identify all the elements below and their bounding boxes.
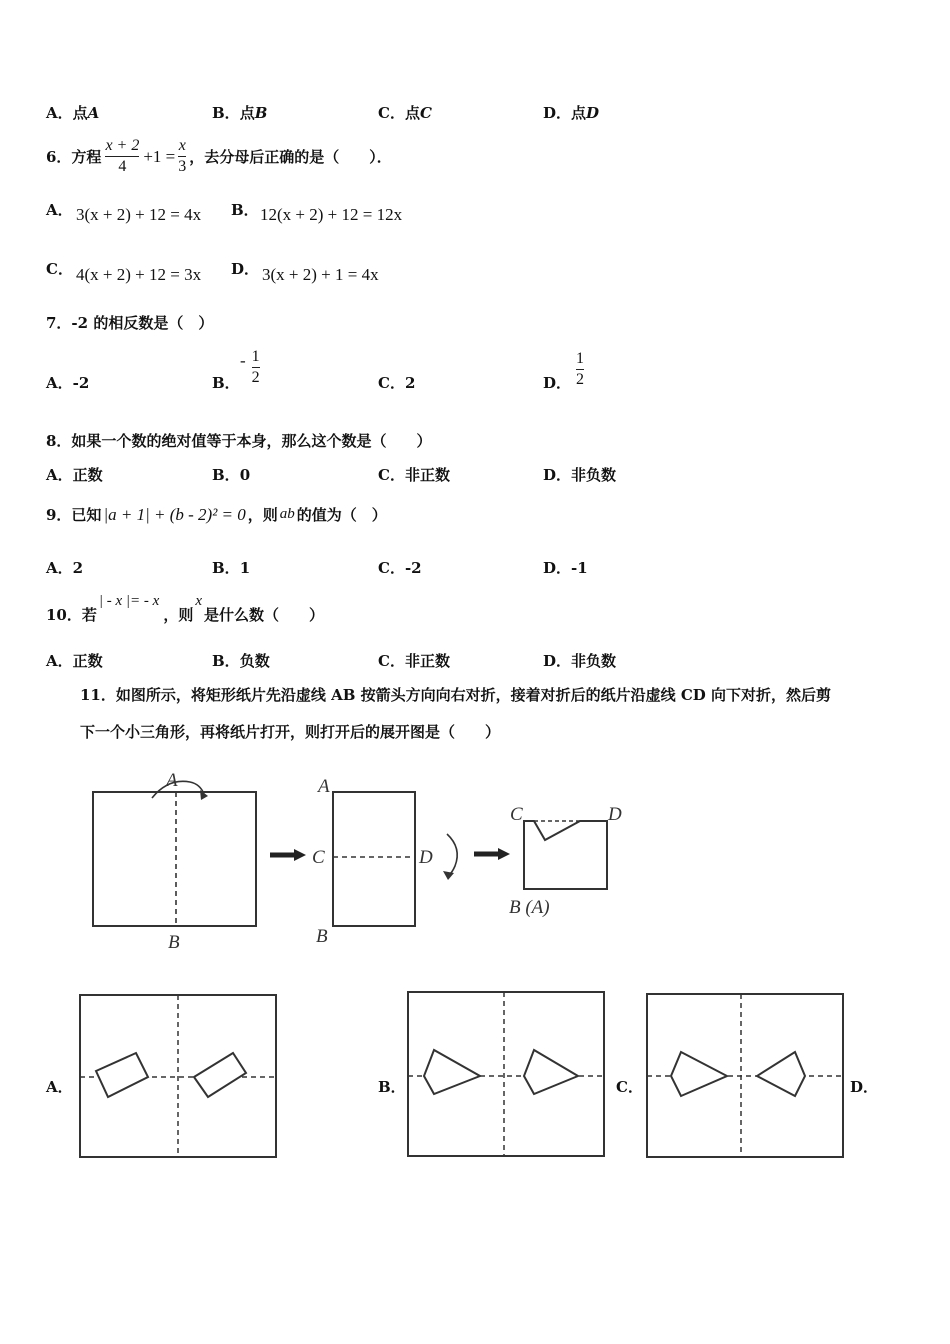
q6-option-b-letter[interactable]: B．: [231, 201, 259, 219]
cut-shape-left: [424, 1050, 480, 1094]
q6-fraction-right: $\frac{x}{3}$: [178, 137, 187, 175]
q7-option-b-fraction: $\frac{1}{2}$: [251, 348, 260, 386]
label-b: B: [168, 932, 180, 953]
label-c-2: C: [510, 804, 523, 825]
q9-stem: 9．已知 |a + 1| + (b - 2)² = 0 ，则 ab 的值为（ ）: [46, 504, 387, 524]
q5-option-c[interactable]: C．点C: [378, 104, 432, 122]
q11-stem-line1: 11．如图所示，将矩形纸片先沿虚线 AB 按箭头方向向右对折，接着对折后的纸片沿虚线 CD 向下对折，然后剪: [80, 686, 832, 704]
q11-option-d-letter[interactable]: D．: [850, 1078, 879, 1096]
q5-option-b[interactable]: B．点B: [212, 104, 268, 122]
q6-option-a-expr[interactable]: 3(x + 2) + 12 = 4x: [76, 205, 202, 224]
step-arrow-2-head: [498, 848, 510, 860]
q8-option-a[interactable]: A．正数: [46, 466, 103, 484]
q10-equation: | - x |= - x: [98, 593, 160, 609]
q11-option-c-letter[interactable]: C．: [616, 1078, 643, 1096]
cut-shape-right: [524, 1050, 578, 1094]
q6-option-c-letter[interactable]: C．: [46, 260, 73, 278]
cut-shape-right: [194, 1053, 246, 1097]
q7-stem: 7．-2 的相反数是（ ）: [46, 314, 214, 332]
q9-option-b[interactable]: B．1: [212, 559, 251, 577]
cut-shape-left: [96, 1053, 148, 1097]
q10-option-a[interactable]: A．正数: [46, 652, 103, 670]
q5-option-a[interactable]: A．点A: [46, 104, 100, 122]
q8-stem: 8．如果一个数的绝对值等于本身，那么这个数是（ ）: [46, 432, 432, 450]
q10-option-c[interactable]: C．非正数: [378, 652, 450, 670]
q6-option-d-letter[interactable]: D．: [231, 260, 260, 278]
q9-option-d[interactable]: D．-1: [543, 559, 588, 577]
paper-half: [333, 792, 415, 926]
q9-option-c[interactable]: C．-2: [378, 559, 422, 577]
label-a: A: [166, 770, 178, 791]
q6-option-b-expr[interactable]: 12(x + 2) + 12 = 12x: [260, 205, 403, 224]
q7-option-b-value[interactable]: - $\frac{1}{2}$: [240, 348, 260, 386]
q7-option-b-letter[interactable]: B．: [212, 374, 240, 392]
q7-option-d-value[interactable]: [576, 350, 584, 389]
q8-option-b[interactable]: B．0: [212, 466, 251, 484]
label-a-2: A: [318, 776, 330, 797]
label-b-2: B: [316, 926, 328, 947]
q6-option-d-expr[interactable]: 3(x + 2) + 1 = 4x: [262, 265, 379, 284]
q7-option-d-letter[interactable]: D．: [543, 374, 572, 392]
q11-option-a-figure[interactable]: [78, 993, 278, 1159]
cut-shape-right: [757, 1052, 805, 1096]
q6-stem: 6．方程 $\frac{x + 2}{4}$ +1 = $\frac{x}{3}$ ，去分母后正确的是（ ）．: [46, 137, 392, 175]
q7-option-c[interactable]: C．2: [378, 374, 416, 392]
q6-option-c-expr[interactable]: 4(x + 2) + 12 = 3x: [76, 265, 202, 284]
q8-option-d[interactable]: D．非负数: [543, 466, 617, 484]
fold-arrow-down: [447, 834, 457, 876]
label-d-2: D: [608, 804, 622, 825]
q11-option-b-figure[interactable]: [406, 990, 606, 1158]
cut-shape-left: [671, 1052, 727, 1096]
q6-option-a-letter[interactable]: A．: [46, 201, 73, 219]
q11-option-a-letter[interactable]: A．: [46, 1078, 73, 1096]
paper-full: [93, 792, 256, 926]
q9-equation: |a + 1| + (b - 2)² = 0: [103, 504, 246, 524]
label-c: C: [312, 847, 325, 868]
q8-option-c[interactable]: C．非正数: [378, 466, 450, 484]
q11-stem-line2: 下一个小三角形，再将纸片打开，则打开后的展开图是（ ）: [80, 723, 501, 741]
q10-option-b[interactable]: B．负数: [212, 652, 270, 670]
label-b-a: B (A): [509, 897, 550, 918]
paper-quarter: [524, 821, 607, 889]
q10-option-d[interactable]: D．非负数: [543, 652, 617, 670]
q10-stem: 10．若 | - x |= - x ，则 x 是什么数（ ）: [46, 593, 325, 624]
q11-folding-figure: [0, 750, 950, 960]
step-arrow-1-head: [294, 849, 306, 861]
q7-option-d-fraction: $\frac{1}{2}$: [576, 350, 584, 388]
q11-option-c-figure[interactable]: [645, 992, 845, 1159]
q9-option-a[interactable]: A．2: [46, 559, 84, 577]
q7-option-a[interactable]: A．-2: [46, 374, 90, 392]
label-d: D: [419, 847, 433, 868]
q5-option-d[interactable]: D．点D: [543, 104, 600, 122]
q11-option-b-letter[interactable]: B．: [378, 1078, 406, 1096]
fold-arrow-right: [152, 781, 204, 798]
q6-fraction-left: $\frac{x + 2}{4}$: [105, 137, 140, 175]
